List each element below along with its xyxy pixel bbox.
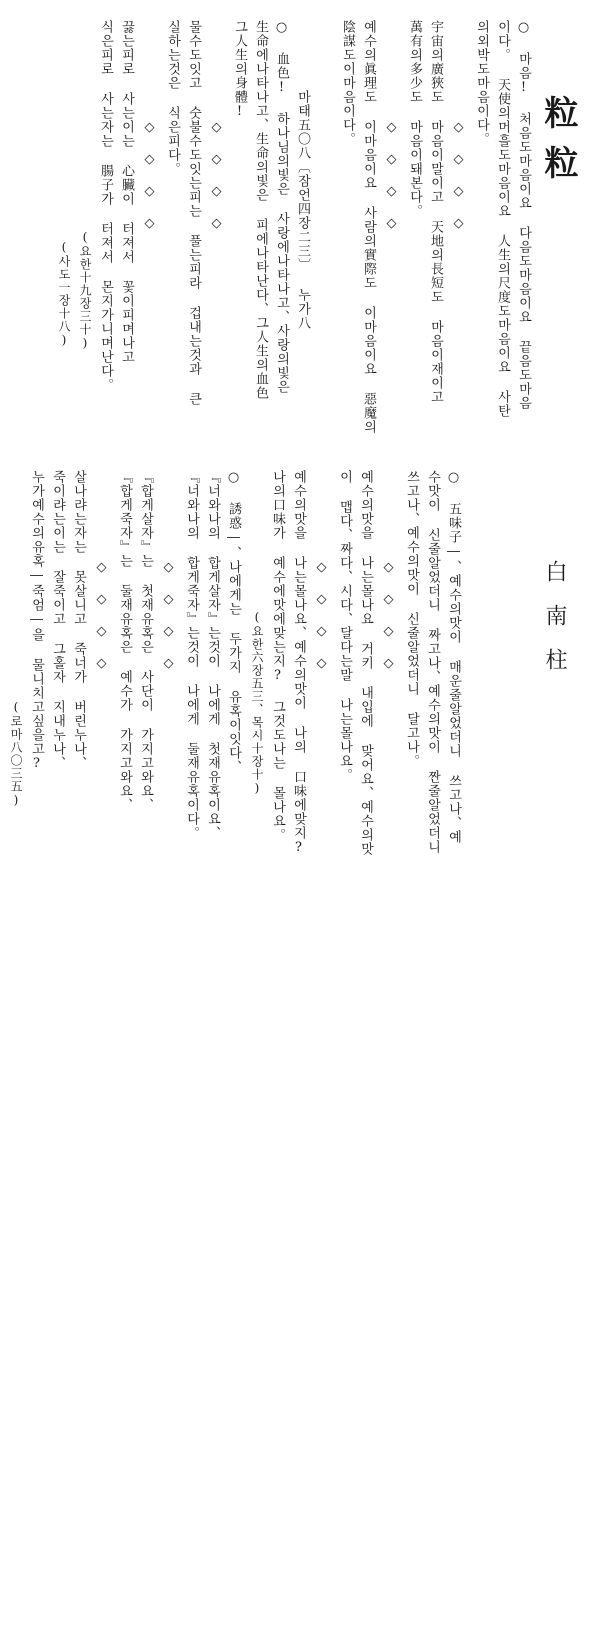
text-column: 물수도잇고 숫불수도잇는피는 풀는피라 겁내는것과 큰 (186, 20, 201, 406)
scripture-reference: (로마八〇三五) (9, 700, 23, 808)
text-column: 살나랴는자는 못살니고 죽너가 버린누나、 (71, 470, 86, 770)
text-column: ◇ ◇ ◇ ◇ (209, 120, 224, 232)
text-column: ◇ ◇ ◇ ◇ (94, 560, 109, 672)
text-column: ◇ ◇ ◇ ◇ (384, 120, 399, 232)
text-column: ◇ ◇ ◇ ◇ (381, 560, 396, 672)
text-column: 끓는피로 사는이는 心臟이 터져서 꽃이피며나고 (119, 20, 134, 364)
text-column: ○ 血色! 하나님의빛은 사랑에나타나고、사랑의빛은 (274, 20, 289, 394)
text-column: 『너와나의 합게죽자』는것이 나에게 둘재유혹이다。 (184, 470, 199, 840)
text-column: ◇ ◇ ◇ ◇ (451, 120, 466, 232)
text-column: 이 맵다、짜다、시다、달다는말 나는몰나요。 (337, 470, 352, 782)
text-column: ◇ ◇ ◇ ◇ (161, 560, 176, 672)
text-column: ○ 마음! 처음도마음이요 다음도마음이요 끝음도마음 (516, 20, 531, 410)
text-column: ○ 五味子―、예수의맛이 매운줄알었더니 쓰고나、예 (446, 470, 461, 844)
text-column: 죽이랴는이는 잘죽이고 그홀자 지내누나、 (50, 470, 65, 770)
text-column: 쓰고나、예수의맛이 신줄알었더니 달고나。 (404, 470, 419, 768)
scripture-reference: (요한十九장三十) (78, 230, 92, 351)
text-column: 수맛이 신줄알었더니 짜고나、예수의맛이 짠줄알었더니 (425, 470, 440, 854)
text-column: ◇ ◇ ◇ ◇ (314, 560, 329, 672)
text-column: 生命에나타나고、生命의빛은 피에나타난다、그人生의血色 (253, 20, 268, 400)
scripture-reference: (사도一장十八) (57, 240, 71, 348)
text-column: ○ 誘惑―、나에게는 두가지 유혹이잇다、 (226, 470, 241, 774)
text-column: 『합게살자』는 첫재유혹은 사단이 가지고와요、 (138, 470, 153, 812)
text-column: 이다。 天使의머흘도마음이요 人生의尺度도마음이요 사탄 (495, 20, 510, 418)
text-column: 예수의眞理도 이마음이요 사람의實際도 이마음이요 惡魔의 (361, 20, 376, 434)
text-column: 그人生의身體! (232, 20, 247, 120)
text-column: 누가예수의유혹―죽엄―을 물니치고싶을고? (29, 470, 44, 772)
text-column: 식은피로 사는자는 腸子가 터져서 몬지가니며난다。 (98, 20, 113, 392)
text-column: 예수의맛을 나는몰나요 거키 내입에 맞어요、예수의맛 (358, 470, 373, 856)
author-name: 白南柱 (542, 560, 567, 692)
text-column: 宇宙의廣狹도 마음이말이고 天地의長短도 마음이재이고 (428, 20, 443, 404)
text-column: 의외박도마음이다。 (474, 20, 489, 146)
text-column: ◇ ◇ ◇ ◇ (142, 120, 157, 232)
text-column: 마태五〇八〔잠언四장二三〕 누가八 (295, 90, 310, 330)
scripture-reference: (요한六장五三、목시十장十) (250, 610, 264, 796)
text-column: 『너와나의 합게살자』는것이 나에게 첫재유혹이요、 (205, 470, 220, 840)
text-column: 실하는것은 식은피다。 (165, 20, 180, 176)
text-column: 예수의맛을 나는몰나요、예수의맛이 나의 口味에맞지? (291, 470, 306, 856)
article-title: 粒粒 (538, 95, 578, 195)
text-column: 萬有의多少도 마음이돼본다。 (407, 20, 422, 218)
text-column: 『합게죽자』는 둘재유혹은 예수가 가지고와요、 (117, 470, 132, 812)
text-column: 陰謀도이마음이다。 (340, 20, 355, 146)
text-column: 나의口味가 예수에맛에맞는지? 그것도나는 몰나요。 (270, 470, 285, 842)
